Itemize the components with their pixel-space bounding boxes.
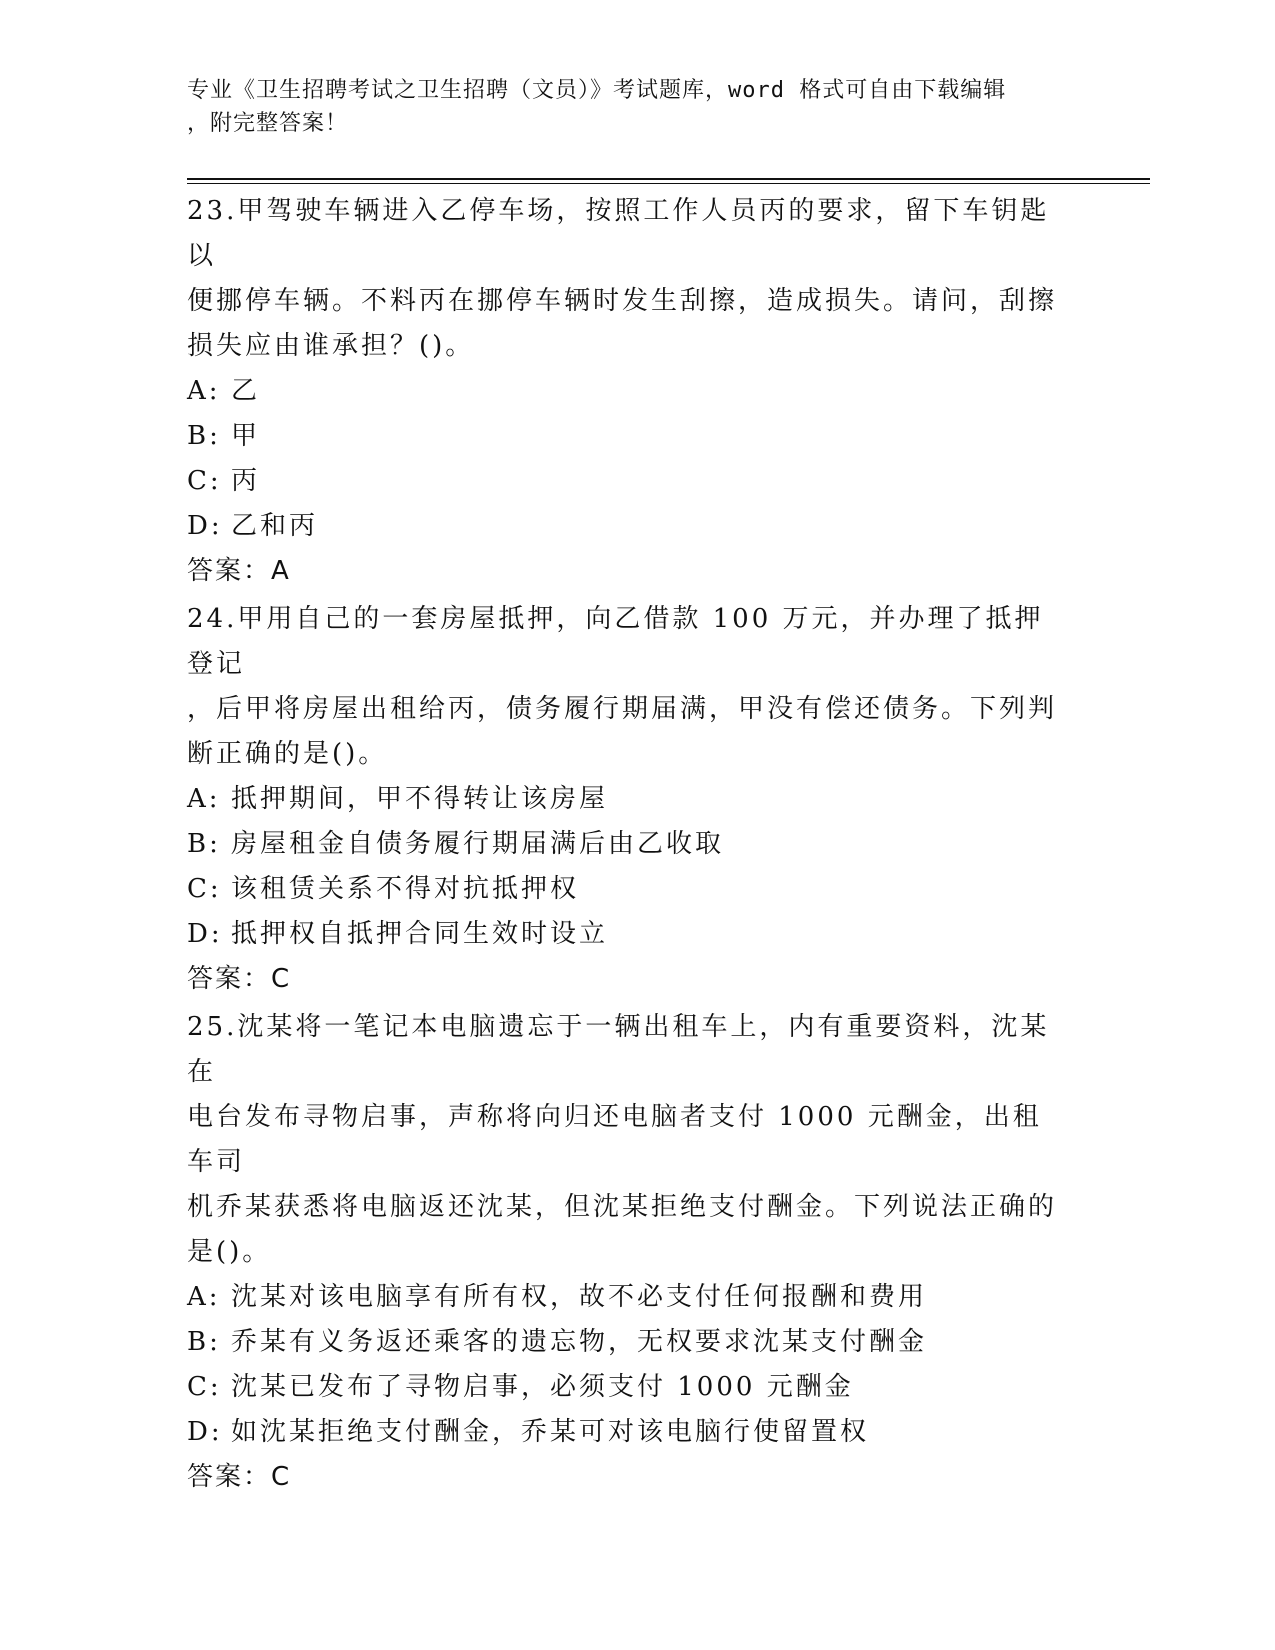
option-b — [187, 1320, 1067, 1365]
option-text: 房屋租金自债务履行期届满后由乙收取 — [231, 829, 725, 859]
option-d — [187, 504, 1067, 549]
question-text-line: 23.甲驾驶车辆进入乙停车场，按照工作人员丙的要求，留下车钥匙以 — [187, 196, 1050, 271]
question-text-line: 24.甲用自己的一套房屋抵押，向乙借款 100 万元，并办理了抵押登记 — [187, 604, 1044, 679]
option-key: B: — [187, 421, 221, 451]
answer-line: 答案：C — [187, 964, 292, 994]
document-header — [187, 74, 1067, 140]
option-c — [187, 459, 1067, 504]
option-b — [187, 822, 1067, 867]
option-text: 抵押权自抵押合同生效时设立 — [231, 919, 609, 949]
option-a — [187, 1275, 1067, 1320]
option-key: B: — [187, 1327, 221, 1357]
option-text: 乙 — [231, 376, 261, 406]
question-text-line: 损失应由谁承担？()。 — [187, 331, 475, 361]
option-a — [187, 369, 1067, 414]
header-rule-thick — [187, 178, 1150, 180]
question-text-line: 是()。 — [187, 1237, 272, 1267]
header-rule-thin — [187, 183, 1150, 184]
question-text-line: 电台发布寻物启事，声称将向归还电脑者支付 1000 元酬金，出租车司 — [187, 1102, 1042, 1177]
question-text-line: 断正确的是()。 — [187, 739, 388, 769]
option-key: D: — [187, 1417, 223, 1447]
header-line-2: ，附完整答案！ — [187, 111, 349, 136]
option-text: 丙 — [231, 466, 261, 496]
option-b — [187, 414, 1067, 459]
option-a — [187, 777, 1067, 822]
option-key: B: — [187, 829, 221, 859]
option-text: 沈某已发布了寻物启事，必须支付 1000 元酬金 — [231, 1372, 854, 1402]
question-text-line: 25.沈某将一笔记本电脑遗忘于一辆出租车上，内有重要资料，沈某在 — [187, 1012, 1050, 1087]
question-text-line: 机乔某获悉将电脑返还沈某，但沈某拒绝支付酬金。下列说法正确的 — [187, 1192, 1058, 1222]
option-text: 沈某对该电脑享有所有权，故不必支付任何报酬和费用 — [231, 1282, 928, 1312]
option-key: A: — [187, 1282, 221, 1312]
option-d — [187, 912, 1067, 957]
option-text: 乙和丙 — [231, 511, 319, 541]
answer-line: 答案：C — [187, 1462, 292, 1492]
option-key: C: — [187, 1372, 222, 1402]
option-text: 该租赁关系不得对抗抵押权 — [231, 874, 580, 904]
option-c — [187, 1365, 1067, 1410]
question-text-line: ，后甲将房屋出租给丙，债务履行期届满，甲没有偿还债务。下列判 — [187, 694, 1058, 724]
option-key: A: — [187, 376, 221, 406]
option-text: 乔某有义务返还乘客的遗忘物，无权要求沈某支付酬金 — [231, 1327, 928, 1357]
option-key: A: — [187, 784, 221, 814]
option-key: D: — [187, 511, 223, 541]
question-text-line: 便挪停车辆。不料丙在挪停车辆时发生刮擦，造成损失。请问，刮擦 — [187, 286, 1058, 316]
option-text: 甲 — [231, 421, 261, 451]
option-text: 抵押期间，甲不得转让该房屋 — [231, 784, 609, 814]
option-text: 如沈某拒绝支付酬金，乔某可对该电脑行使留置权 — [231, 1417, 870, 1447]
option-key: C: — [187, 466, 222, 496]
header-line-1: 专业《卫生招聘考试之卫生招聘（文员）》考试题库，word 格式可自由下载编辑 — [187, 78, 1007, 103]
question-23 — [187, 189, 1067, 594]
question-25 — [187, 1005, 1067, 1500]
option-d — [187, 1410, 1067, 1455]
option-key: C: — [187, 874, 222, 904]
question-24 — [187, 597, 1067, 1002]
option-c — [187, 867, 1067, 912]
option-key: D: — [187, 919, 223, 949]
answer-line: 答案：A — [187, 556, 291, 586]
